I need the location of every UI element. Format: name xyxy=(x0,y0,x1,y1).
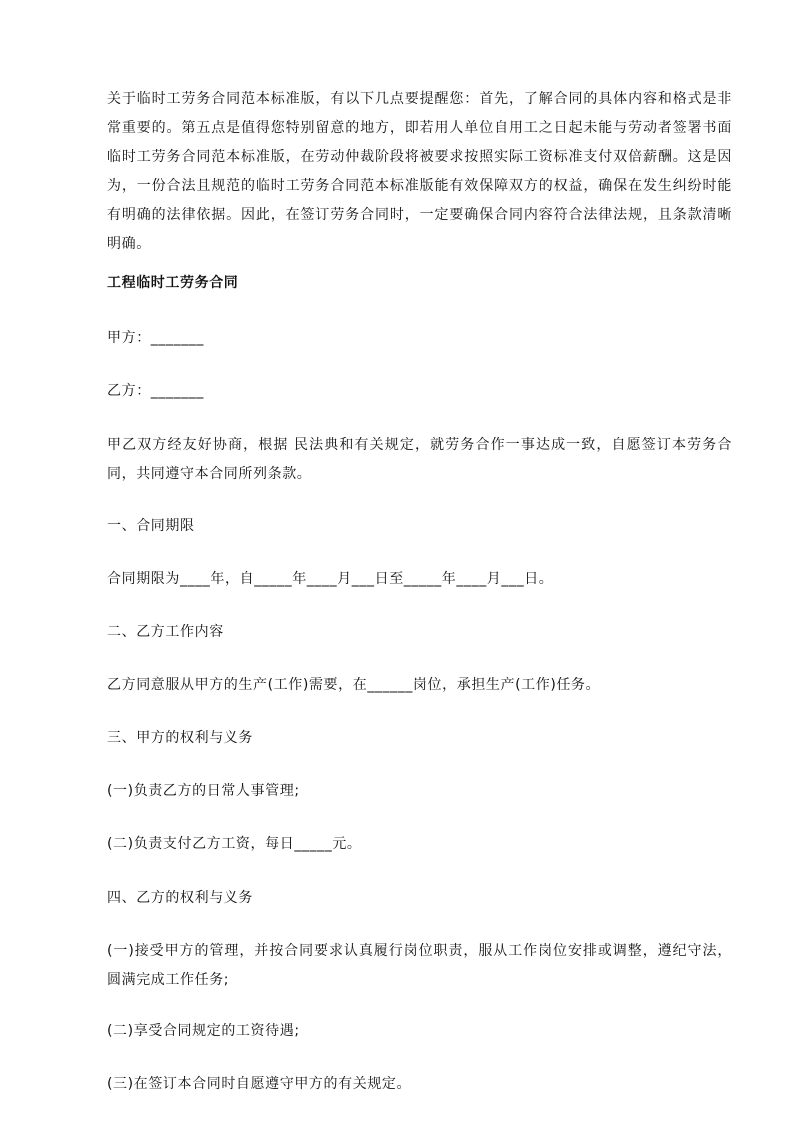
section2-text: 乙方同意服从甲方的生产(工作)需要，在______岗位，承担生产(工作)任务。 xyxy=(107,677,601,693)
preamble-paragraph: 甲乙双方经友好协商，根据 民法典和有关规定，就劳务合作一事达成一致，自愿签订本劳务合同，共同遵守本合同所列条款。 xyxy=(107,437,732,482)
contract-title: 工程临时工劳务合同 xyxy=(107,275,239,291)
section4-item1: (一)接受甲方的管理，并按合同要求认真履行岗位职责，服从工作岗位安排或调整，遵纪守法，圆满完成工作任务; xyxy=(107,943,732,988)
section4-heading: 四、乙方的权利与义务 xyxy=(107,890,253,906)
section3-item2: (二)负责支付乙方工资，每日_____元。 xyxy=(107,836,362,852)
party-a-line: 甲方：_______ xyxy=(107,330,204,346)
section2-heading: 二、乙方工作内容 xyxy=(107,624,224,640)
section4-item2: (二)享受合同规定的工资待遇; xyxy=(107,1023,300,1039)
section4-item3: (三)在签订本合同时自愿遵守甲方的有关规定。 xyxy=(107,1076,412,1092)
section1-heading: 一、合同期限 xyxy=(107,518,195,534)
party-b-line: 乙方：_______ xyxy=(107,383,204,399)
intro-paragraph: 关于临时工劳务合同范本标准版，有以下几点要提醒您：首先，了解合同的具体内容和格式是非常重要的。第五点是值得您特别留意的地方，即若用人单位自用工之日起未能与劳动者签署书面临时工劳务合同范本标准版，在劳动仲裁阶段将被要求按照实际工资标准支付双倍薪酬。这是因为，一份合法且规范的临时工劳务合同范本标准版能有效保障双方的权益，确保在发生纠纷时能有明确的法律依据。因此，在签订劳务合同时，一定要确保合同内容符合法律法规，且条款清晰明确。 xyxy=(107,91,732,252)
section3-heading: 三、甲方的权利与义务 xyxy=(107,730,253,746)
section1-text: 合同期限为____年，自_____年____月___日至_____年____月___日。 xyxy=(107,571,554,587)
section3-item1: (一)负责乙方的日常人事管理; xyxy=(107,783,300,799)
